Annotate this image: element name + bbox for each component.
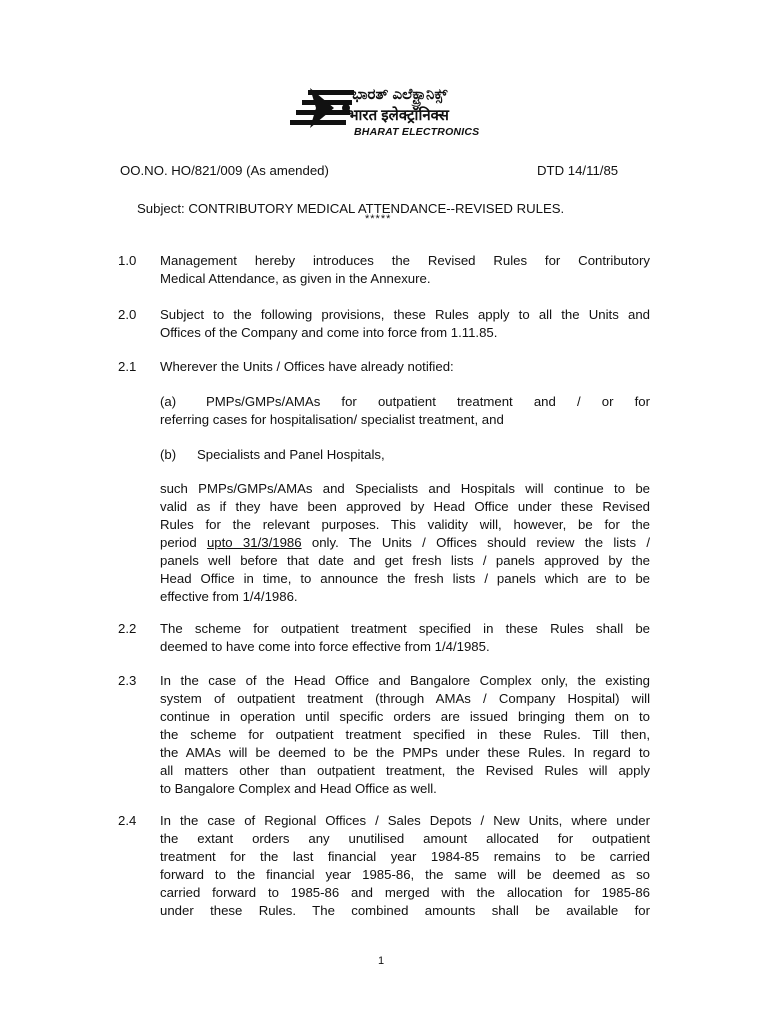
text-line: the AMAs will be deemed to be the PMPs under these Rules. In regard to — [160, 745, 650, 760]
text-line: Rules for the relevant purposes. This validity will, however, be for the — [160, 517, 650, 532]
section-number: 2.4 — [118, 813, 137, 828]
text-line: to Bangalore Complex and Head Office as well. — [160, 781, 437, 796]
text-line: Management hereby introduces the Revised Rules for Contributory — [160, 253, 650, 268]
text-line — [160, 446, 650, 464]
section-text — [160, 812, 650, 920]
text-line — [160, 534, 650, 552]
text-line: panels well before that date and get fresh lists / panels approved by the — [160, 553, 650, 568]
text-line: Medical Attendance, as given in the Annexure. — [160, 271, 431, 286]
text-line: Wherever the Units / Offices have already notified: — [160, 359, 454, 374]
section-number: 2.3 — [118, 673, 137, 688]
text-line: forward to the financial year 1985-86, the same will be deemed as so — [160, 867, 650, 882]
text-line: effective from 1/4/1986. — [160, 589, 298, 604]
section-number: 2.0 — [118, 307, 137, 322]
section-number: 1.0 — [118, 253, 137, 268]
section-text — [160, 358, 650, 376]
text-line: continue in operation until specific orders are issued bringing them on to — [160, 709, 650, 724]
section-text — [160, 306, 650, 342]
text-line: system of outpatient treatment (through AMAs / Company Hospital) will — [160, 691, 650, 706]
item-a-text — [160, 393, 650, 429]
page-number: 1 — [378, 955, 385, 967]
section-number: 2.1 — [118, 359, 137, 374]
text-line: valid as if they have been approved by Head Office under these Revised — [160, 499, 650, 514]
text-fragment: Specialists and Panel Hospitals, — [197, 447, 385, 462]
text-line: treatment for the last financial year 1984-85 remains to be carried — [160, 849, 650, 864]
item-label: (a) — [160, 394, 177, 409]
text-line: the extant orders any unutilised amount allocated for outpatient — [160, 831, 650, 846]
text-line: such PMPs/GMPs/AMAs and Specialists and Hospitals will continue to be — [160, 481, 650, 496]
text-line: referring cases for hospitalisation/ specialist treatment, and — [160, 412, 504, 427]
item-label: (b) — [160, 447, 177, 462]
logo-english-text: BHARAT ELECTRONICS — [354, 126, 480, 138]
text-line: In the case of Regional Offices / Sales Depots / New Units, where under — [160, 813, 650, 828]
section-text — [160, 672, 650, 798]
section-text — [160, 252, 650, 288]
text-line: deemed to have come into force effective from 1/4/1985. — [160, 639, 490, 654]
text-line: the scheme for outpatient treatment specified in these Rules. Till then, — [160, 727, 650, 742]
text-line: The scheme for outpatient treatment specified in these Rules shall be — [160, 621, 650, 636]
logo-kannada-text: ಭಾರತ್ ಎಲೆಕ್ಟ್ರಾನಿಕ್ಸ್ — [352, 86, 448, 103]
text-line: under these Rules. The combined amounts shall be available for — [160, 903, 650, 918]
order-date: DTD 14/11/85 — [537, 163, 619, 178]
subject-line: Subject: CONTRIBUTORY MEDICAL ATTENDANCE--REVISED RULES. — [137, 201, 565, 216]
item-b-text — [160, 446, 650, 464]
text-line: Offices of the Company and come into force from 1.11.85. — [160, 325, 498, 340]
text-line — [160, 393, 650, 411]
logo-hindi-text: भारत इलेक्ट्रॉनिक्स — [348, 107, 449, 124]
text-line: In the case of the Head Office and Bangalore Complex only, the existing — [160, 673, 650, 688]
text-line: carried forward to 1985-86 and merged with the allocation for 1985-86 — [160, 885, 650, 900]
section-text — [160, 480, 650, 606]
text-fragment: period — [160, 535, 197, 550]
text-line: Head Office in time, to announce the fresh lists / panels which are to be — [160, 571, 650, 586]
bharat-electronics-logo — [288, 84, 500, 146]
order-reference: OO.NO. HO/821/009 (As amended) — [120, 163, 329, 178]
separator-stars: ***** — [365, 213, 392, 225]
text-line: Subject to the following provisions, these Rules apply to all the Units and — [160, 307, 650, 322]
text-fragment: PMPs/GMPs/AMAs for outpatient treatment and / or for — [206, 394, 650, 409]
text-line: all matters other than outpatient treatment, the Revised Rules will apply — [160, 763, 650, 778]
text-fragment: only. The Units / Offices should review the lists / — [311, 535, 651, 550]
section-text — [160, 620, 650, 656]
section-number: 2.2 — [118, 621, 137, 636]
underlined-date: upto 31/3/1986 — [206, 535, 302, 550]
